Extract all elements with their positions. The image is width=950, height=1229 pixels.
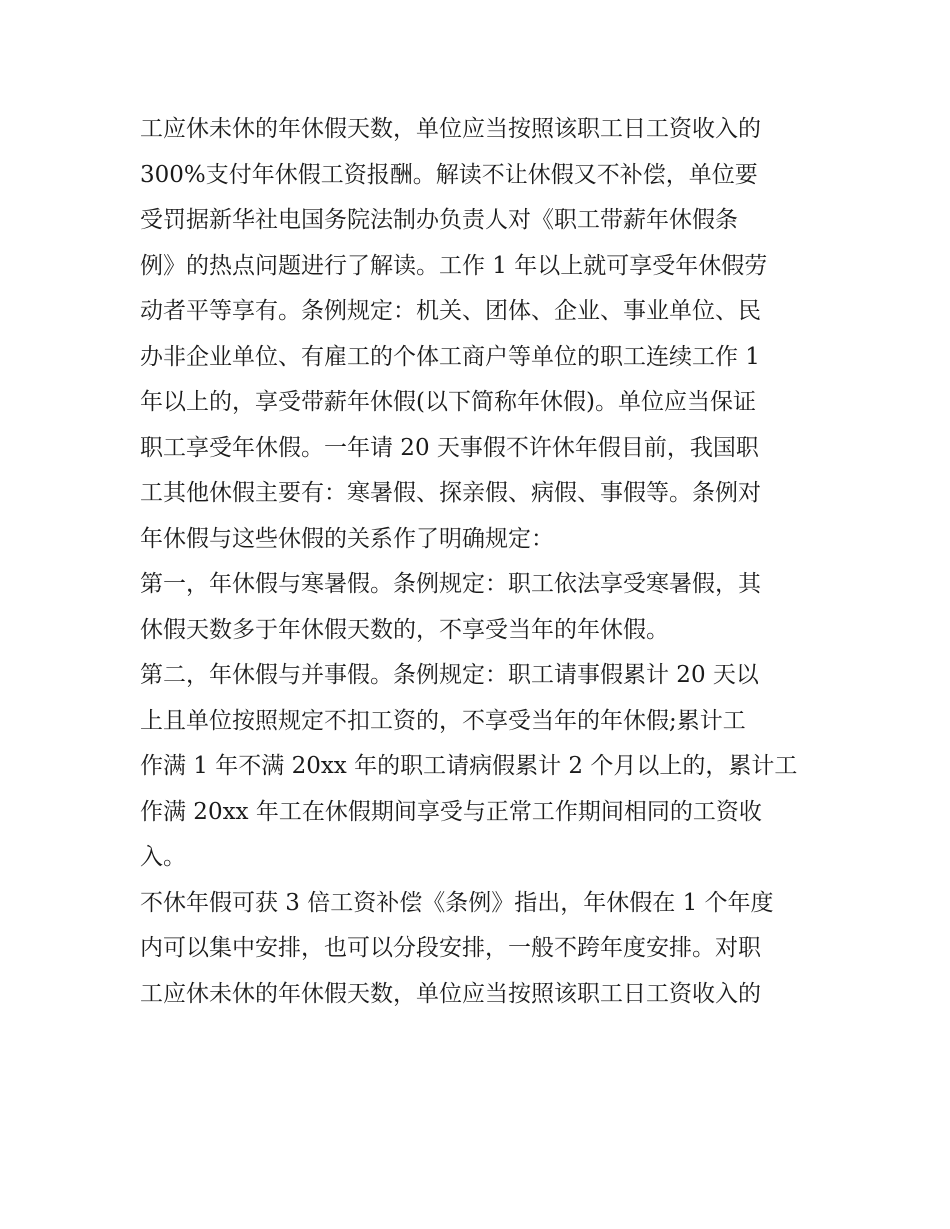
document-body <box>140 107 820 1017</box>
text-line: 第二，年休假与并事假。条例规定：职工请事假累计 20 天以 <box>140 662 759 688</box>
text-line: 入。 <box>140 844 186 870</box>
text-line: 工应休未休的年休假天数，单位应当按照该职工日工资收入的 <box>140 980 761 1007</box>
text-line: 作满 1 年不满 20xx 年的职工请病假累计 2 个月以上的，累计工 <box>140 753 798 779</box>
text-line: 工应休未休的年休假天数，单位应当按照该职工日工资收入的 <box>140 116 761 142</box>
text-line: 办非企业单位、有雇工的个体工商户等单位的职工连续工作 1 <box>140 343 760 370</box>
text-line: 例》的热点问题进行了解读。工作 1 年以上就可享受年休假劳 <box>140 252 768 279</box>
text-line: 内可以集中安排，也可以分段安排，一般不跨年度安排。对职 <box>140 935 761 961</box>
text-line: 职工享受年休假。一年请 20 天事假不许休年假目前，我国职 <box>140 434 759 461</box>
text-line: 受罚据新华社电国务院法制办负责人对《职工带薪年休假条 <box>140 207 738 233</box>
text-line: 休假天数多于年休假天数的，不享受当年的年休假。 <box>140 616 669 643</box>
text-line: 动者平等享有。条例规定：机关、团体、企业、事业单位、民 <box>140 298 761 324</box>
text-line: 不休年假可获 3 倍工资补偿《条例》指出，年休假在 1 个年度 <box>140 889 774 916</box>
text-line: 年休假与这些休假的关系作了明确规定： <box>140 525 554 552</box>
text-line: 作满 20xx 年工在休假期间享受与正常工作期间相同的工资收 <box>140 798 762 825</box>
text-line: 工其他休假主要有：寒暑假、探亲假、病假、事假等。条例对 <box>140 480 761 506</box>
text-line: 300%支付年休假工资报酬。解读不让休假又不补偿，单位要 <box>140 161 758 188</box>
text-line: 年以上的，享受带薪年休假(以下简称年休假)。单位应当保证 <box>140 389 756 415</box>
text-line: 第一，年休假与寒暑假。条例规定：职工依法享受寒暑假，其 <box>140 571 761 597</box>
text-line: 上且单位按照规定不扣工资的，不享受当年的年休假;累计工 <box>140 707 746 734</box>
